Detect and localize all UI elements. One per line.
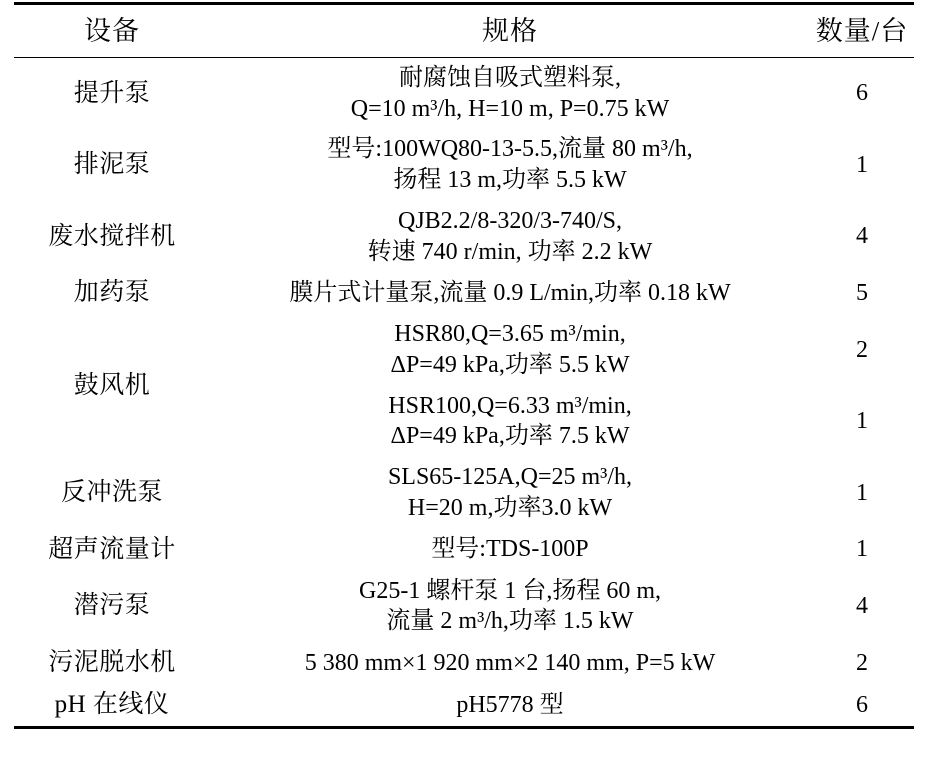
cell-device-name: 鼓风机 xyxy=(73,371,151,399)
spec-line: 转速 740 r/min, 功率 2.2 kW xyxy=(367,238,653,265)
table-row xyxy=(14,457,914,528)
spec-line: ΔP=49 kPa,功率 5.5 kW xyxy=(390,352,630,379)
spec-line: HSR100,Q=6.33 m³/min, xyxy=(388,392,632,419)
spec-line: ΔP=49 kPa,功率 7.5 kW xyxy=(390,423,630,450)
spec-line: 5 380 mm×1 920 mm×2 140 mm, P=5 kW xyxy=(304,649,716,676)
spec-line: 型号:100WQ80-13-5.5,流量 80 m³/h, xyxy=(327,136,693,163)
spec-line: 型号:TDS-100P xyxy=(431,536,589,563)
cell-quantity: 2 xyxy=(856,336,868,363)
cell-quantity: 1 xyxy=(856,151,868,178)
cell-device-name: 污泥脱水机 xyxy=(48,649,176,677)
cell-quantity: 4 xyxy=(856,223,868,250)
table-row xyxy=(14,571,914,642)
cell-quantity: 2 xyxy=(856,649,868,676)
cell-quantity: 1 xyxy=(856,479,868,506)
cell-device-name: 潜污泵 xyxy=(73,592,151,620)
spec-line: H=20 m,功率3.0 kW xyxy=(407,494,613,521)
cell-device-name: pH 在线仪 xyxy=(14,684,210,728)
cell-specification xyxy=(210,201,810,272)
column-header-quantity: 数量/台 xyxy=(810,4,914,58)
table-header xyxy=(14,4,914,58)
cell-quantity: 6 xyxy=(810,684,914,728)
spec-line: G25-1 螺杆泵 1 台,扬程 60 m, xyxy=(359,577,661,604)
equipment-table xyxy=(14,2,914,729)
spec-line: 流量 2 m³/h,功率 1.5 kW xyxy=(386,608,634,635)
spec-line: SLS65-125A,Q=25 m³/h, xyxy=(387,464,633,491)
cell-specification xyxy=(210,314,810,385)
cell-quantity: 4 xyxy=(856,592,868,619)
table-body xyxy=(14,58,914,728)
spec-line: Q=10 m³/h, H=10 m, P=0.75 kW xyxy=(350,95,670,122)
table-row xyxy=(14,272,914,314)
column-header-spec: 规格 xyxy=(210,4,810,58)
cell-specification xyxy=(210,684,810,728)
cell-specification xyxy=(210,642,810,684)
cell-quantity: 1 xyxy=(856,408,868,435)
cell-specification xyxy=(210,386,810,457)
cell-device-name: 提升泵 xyxy=(73,79,151,107)
table-row xyxy=(14,58,914,130)
cell-specification xyxy=(210,272,810,314)
cell-device-name: 废水搅拌机 xyxy=(48,222,176,250)
spec-line: HSR80,Q=3.65 m³/min, xyxy=(394,321,626,348)
cell-quantity: 5 xyxy=(856,279,868,306)
spec-line: 扬程 13 m,功率 5.5 kW xyxy=(393,167,627,194)
spec-line: 膜片式计量泵,流量 0.9 L/min,功率 0.18 kW xyxy=(289,279,731,306)
spec-line: QJB2.2/8-320/3-740/S, xyxy=(397,207,622,234)
cell-quantity: 6 xyxy=(856,80,868,107)
cell-device-name: 反冲洗泵 xyxy=(60,478,163,506)
cell-quantity: 1 xyxy=(856,536,868,563)
table-row xyxy=(14,684,914,728)
cell-specification xyxy=(210,571,810,642)
table-row xyxy=(14,314,914,385)
table-row xyxy=(14,642,914,684)
cell-device-name: 排泥泵 xyxy=(73,151,151,179)
cell-device-name: 超声流量计 xyxy=(48,535,176,563)
table-row xyxy=(14,129,914,200)
spec-line: pH5778 型 xyxy=(456,691,564,718)
column-header-device: 设备 xyxy=(14,4,210,58)
spec-line: 耐腐蚀自吸式塑料泵, xyxy=(399,65,621,91)
cell-specification xyxy=(210,129,810,200)
cell-specification xyxy=(210,529,810,571)
cell-specification xyxy=(210,58,810,130)
table-row xyxy=(14,529,914,571)
table-row xyxy=(14,201,914,272)
document-page xyxy=(0,2,928,764)
cell-specification xyxy=(210,457,810,528)
cell-device-name: 加药泵 xyxy=(73,279,151,307)
